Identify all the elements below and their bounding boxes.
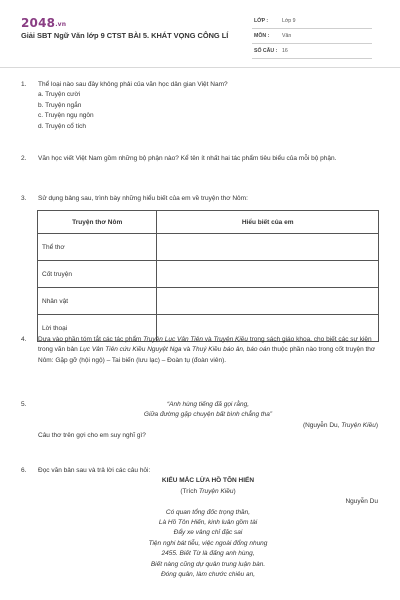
question-body bbox=[38, 80, 378, 132]
table-answer-cell[interactable] bbox=[157, 234, 379, 261]
verse-attribution bbox=[38, 421, 378, 431]
text-run: và bbox=[202, 336, 214, 343]
text-run: (Trích bbox=[180, 487, 199, 495]
table-answer-cell[interactable] bbox=[157, 288, 379, 315]
table-row-label: Cốt truyện bbox=[38, 261, 157, 288]
logo-tld: .vn bbox=[55, 21, 67, 28]
poem-line: Có quan tổng đốc trọng thần, bbox=[165, 508, 251, 516]
logo-text: 2048 bbox=[21, 16, 56, 30]
question-number: 2. bbox=[21, 155, 27, 162]
answer-option: d. Truyện cổ tích bbox=[38, 122, 87, 130]
meta-value: Văn bbox=[282, 33, 292, 39]
table-row bbox=[38, 234, 379, 261]
poem-line: Là Hồ Tôn Hiến, kinh luân gồm tài bbox=[158, 519, 258, 527]
meta-key: MÔN : bbox=[254, 33, 270, 39]
document-header bbox=[0, 0, 400, 70]
meta-key: LỚP : bbox=[254, 18, 269, 24]
question-number: 6. bbox=[21, 467, 27, 474]
table-row bbox=[38, 261, 379, 288]
question-text: Đọc văn bản sau và trả lời các câu hỏi: bbox=[38, 467, 151, 474]
meta-value: 16 bbox=[282, 48, 288, 54]
poem-line: 2455. Biết Từ là đấng anh hùng, bbox=[161, 550, 255, 558]
table-row-label: Lời thoại bbox=[38, 315, 157, 342]
question-number: 5. bbox=[21, 401, 27, 408]
work-title: Truyện Kiều bbox=[213, 336, 249, 343]
meta-row-subject bbox=[252, 29, 372, 44]
poem-author: Nguyễn Du bbox=[345, 498, 378, 506]
text-run: trong sách giáo khoa, cho biết các sự kiện trong văn bản bbox=[38, 336, 372, 354]
question-text bbox=[38, 335, 378, 366]
answer-option: c. Truyện ngụ ngôn bbox=[38, 112, 94, 120]
question-text: Thể loại nào sau đây không phải của văn học dân gian Việt Nam? bbox=[38, 81, 228, 88]
work-title: Truyện Lục Vân Tiên bbox=[143, 336, 203, 343]
question-body bbox=[38, 466, 378, 580]
document-title: Giải SBT Ngữ Văn lớp 9 CTST BÀI 5. KHÁT VỌNG CÔNG LÍ bbox=[21, 31, 229, 40]
table-row-label: Thể thơ bbox=[38, 234, 157, 261]
meta-value: Lớp 9 bbox=[282, 18, 296, 24]
work-title: Truyện Kiều bbox=[198, 487, 234, 495]
text-run: Dựa vào phần tóm tắt các tác phẩm bbox=[38, 336, 144, 343]
question-text: Văn học viết Việt Nam gồm những bộ phận nào? Kể tên ít nhất hai tác phẩm tiêu biểu của mỗi bộ phận. bbox=[38, 155, 337, 162]
poem-line: Biết nàng cũng dự quân trung luận bàn. bbox=[150, 560, 266, 568]
answer-option: a. Truyện cười bbox=[38, 91, 81, 99]
table-header-cell: Hiểu biết của em bbox=[157, 211, 379, 234]
meta-table bbox=[252, 14, 372, 59]
table-header-row bbox=[38, 211, 379, 234]
poem-title: KIẾU MẮC LỪA HỒ TÔN HIẾN bbox=[161, 477, 255, 485]
table-row bbox=[38, 288, 379, 315]
question-number: 1. bbox=[21, 81, 27, 88]
work-title: Thuý Kiều báo ân, báo oán bbox=[192, 346, 271, 354]
question-number: 4. bbox=[21, 336, 27, 343]
meta-key: SỐ CÂU : bbox=[254, 48, 278, 54]
header-divider bbox=[0, 67, 400, 68]
poem-line: Đóng quân, làm chước chiêu an, bbox=[160, 571, 256, 579]
question-number: 3. bbox=[21, 195, 27, 202]
meta-row-class bbox=[252, 14, 372, 29]
question-text: Câu thơ trên gợi cho em suy nghĩ gì? bbox=[38, 432, 146, 440]
poem-excerpt-note bbox=[38, 487, 378, 497]
meta-row-question-count bbox=[252, 44, 372, 59]
answer-table bbox=[37, 210, 379, 342]
verse-line: Giữa đường gặp chuyện bất bình chẳng tha” bbox=[143, 411, 273, 419]
text-run: và bbox=[181, 346, 193, 354]
question-text: Sử dụng bảng sau, trình bày những hiểu biết của em về truyện thơ Nôm: bbox=[38, 195, 248, 202]
poem-line: Đẩy xe vâng chỉ đặc sai bbox=[173, 529, 243, 537]
answer-option: b. Truyện ngắn bbox=[38, 101, 82, 109]
text-run: ) bbox=[233, 487, 236, 495]
site-logo[interactable] bbox=[21, 16, 66, 30]
table-answer-cell[interactable] bbox=[157, 261, 379, 288]
table-header-cell: Truyện thơ Nôm bbox=[38, 211, 157, 234]
text-run: (Nguyễn Du, bbox=[302, 421, 342, 429]
work-title: Lục Vân Tiên cứu Kiều Nguyệt Nga bbox=[79, 346, 182, 354]
poem-line: Tiện nghi bát tiễu, việc ngoài đổng nhung bbox=[148, 539, 268, 547]
text-run: ) bbox=[375, 421, 378, 429]
table-row-label: Nhân vật bbox=[38, 288, 157, 315]
verse-line: “Anh hùng tiếng đã gọi rằng, bbox=[166, 401, 250, 408]
question-body bbox=[38, 400, 378, 442]
text-run: thuộc phần nào trong cốt truyện thơ Nôm: Gặp gỡ (hội ngộ) – Tai biến (lưu lạc) – Đoàn tụ (đoàn viên). bbox=[38, 346, 376, 364]
work-title: Truyện Kiều bbox=[341, 421, 376, 429]
